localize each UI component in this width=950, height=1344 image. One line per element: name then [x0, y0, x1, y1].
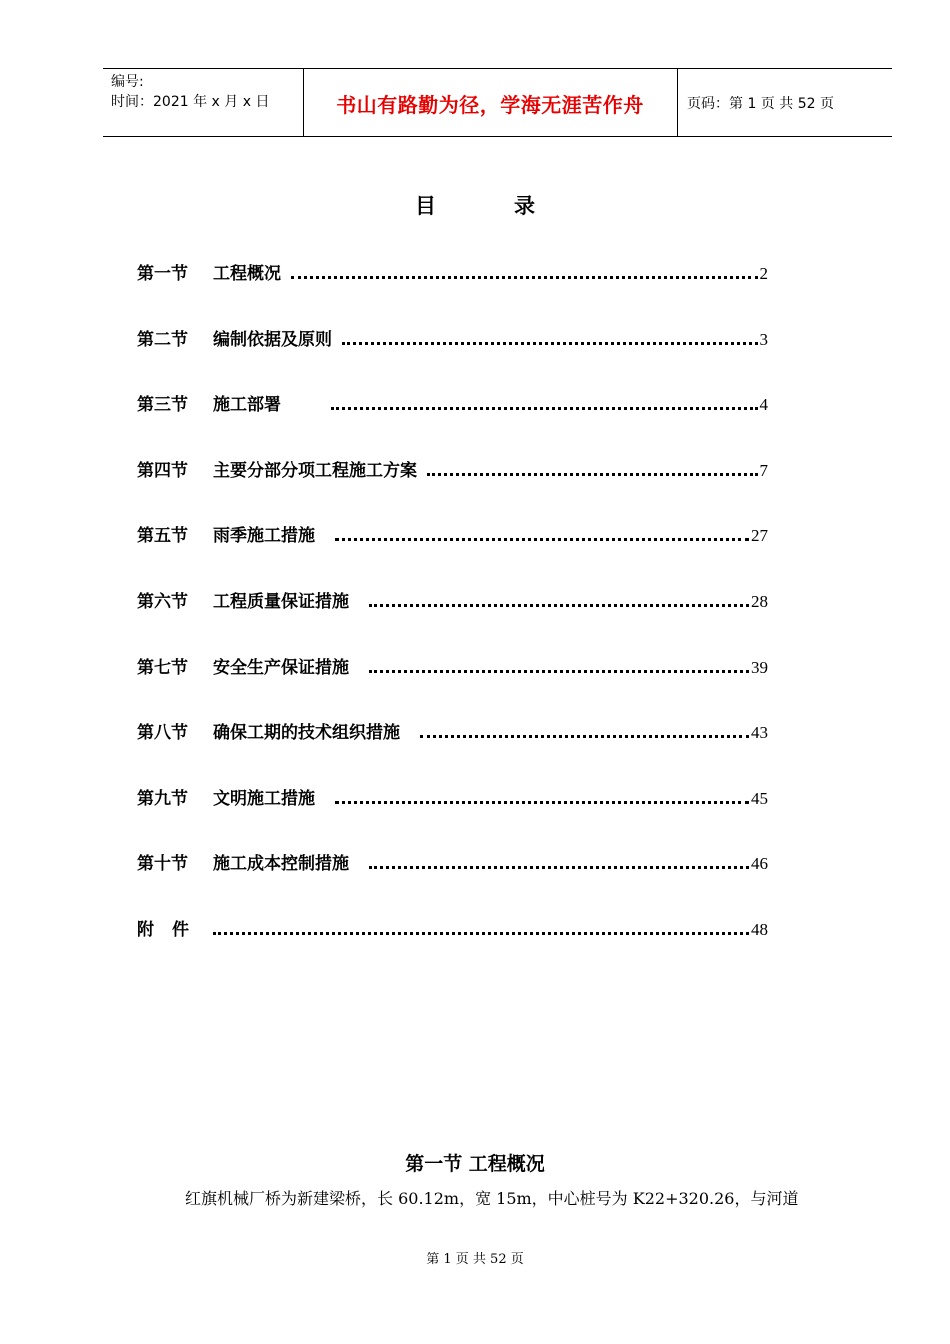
toc-item-page: 43 [751, 723, 768, 743]
toc-item-name: 施工部署 [213, 395, 281, 416]
section-body-text: 红旗机械厂桥为新建梁桥，长 60.12m，宽 15m，中心桩号为 K22+320.26，与河道 [185, 1189, 799, 1208]
toc-item-section: 第三节 [137, 395, 188, 416]
page-footer: 第 1 页 共 52 页 [426, 1252, 524, 1267]
toc-title: 目录 [415, 194, 613, 218]
header-divider [677, 69, 678, 136]
toc-item[interactable] [137, 393, 768, 459]
toc-item-page: 7 [759, 460, 768, 480]
toc-item-name: 文明施工措施 [213, 788, 315, 809]
toc-item-page: 46 [751, 854, 768, 874]
toc-item-section: 第九节 [137, 788, 188, 809]
toc-item-name: 工程概况 [213, 264, 281, 284]
toc-leader-dots [291, 262, 758, 279]
header-motto: 书山有路勤为径，学海无涯苦作舟 [336, 93, 644, 117]
toc-item-section: 第五节 [137, 526, 188, 547]
toc-item-section: 第六节 [137, 591, 188, 612]
toc-item-name: 主要分部分项工程施工方案 [213, 460, 417, 481]
toc-item-name: 雨季施工措施 [213, 526, 315, 547]
toc-leader-dots [427, 459, 758, 476]
toc-leader-dots [369, 590, 749, 607]
toc-item-section: 第二节 [137, 329, 188, 350]
toc-item-name: 编制依据及原则 [213, 329, 332, 350]
toc-item-page: 28 [751, 591, 768, 611]
toc-item[interactable] [137, 524, 768, 590]
toc-item[interactable] [137, 328, 768, 394]
toc-item[interactable] [137, 590, 768, 656]
toc-item-section: 第四节 [137, 460, 188, 481]
toc-leader-dots [335, 787, 749, 804]
section-title: 第一节 工程概况 [405, 1153, 545, 1175]
toc-item-page: 45 [751, 788, 768, 808]
toc-leader-dots [331, 393, 758, 410]
toc-item-page: 3 [759, 329, 768, 349]
toc-item[interactable] [137, 787, 768, 853]
header-page-label: 页码：第 1 页 共 52 页 [687, 96, 834, 112]
header-number-label: 编号: [111, 74, 144, 90]
toc-item-section: 附件 [137, 919, 207, 940]
toc-leader-dots [420, 721, 749, 738]
toc-item-section: 第七节 [137, 657, 188, 678]
document-header [103, 68, 892, 137]
toc-leader-dots [369, 852, 749, 869]
header-meta [111, 72, 269, 112]
toc-item-section: 第八节 [137, 723, 188, 744]
toc-item-page: 27 [751, 526, 768, 546]
toc-item[interactable] [137, 459, 768, 525]
toc-item-page: 39 [751, 657, 768, 677]
toc-item[interactable] [137, 262, 768, 328]
toc-item-name: 施工成本控制措施 [213, 854, 349, 875]
toc-item-section: 第一节 [137, 264, 188, 284]
toc-item-name: 确保工期的技术组织措施 [213, 723, 400, 744]
toc-item-name: 安全生产保证措施 [213, 657, 349, 678]
toc-item[interactable] [137, 852, 768, 918]
toc-leader-dots [369, 656, 749, 673]
toc-item[interactable] [137, 656, 768, 722]
toc-item-appendix[interactable] [137, 918, 768, 984]
toc-item[interactable] [137, 721, 768, 787]
toc-item-page: 4 [759, 395, 768, 415]
toc-leader-dots [342, 328, 758, 345]
table-of-contents [137, 262, 768, 984]
toc-leader-dots [335, 524, 749, 541]
toc-item-page: 2 [759, 264, 768, 283]
toc-item-page: 48 [751, 919, 768, 939]
toc-leader-dots [213, 918, 749, 935]
header-time-label: 时间：2021 年 x 月 x 日 [111, 94, 270, 110]
toc-item-name: 工程质量保证措施 [213, 591, 349, 612]
toc-item-section: 第十节 [137, 854, 188, 875]
